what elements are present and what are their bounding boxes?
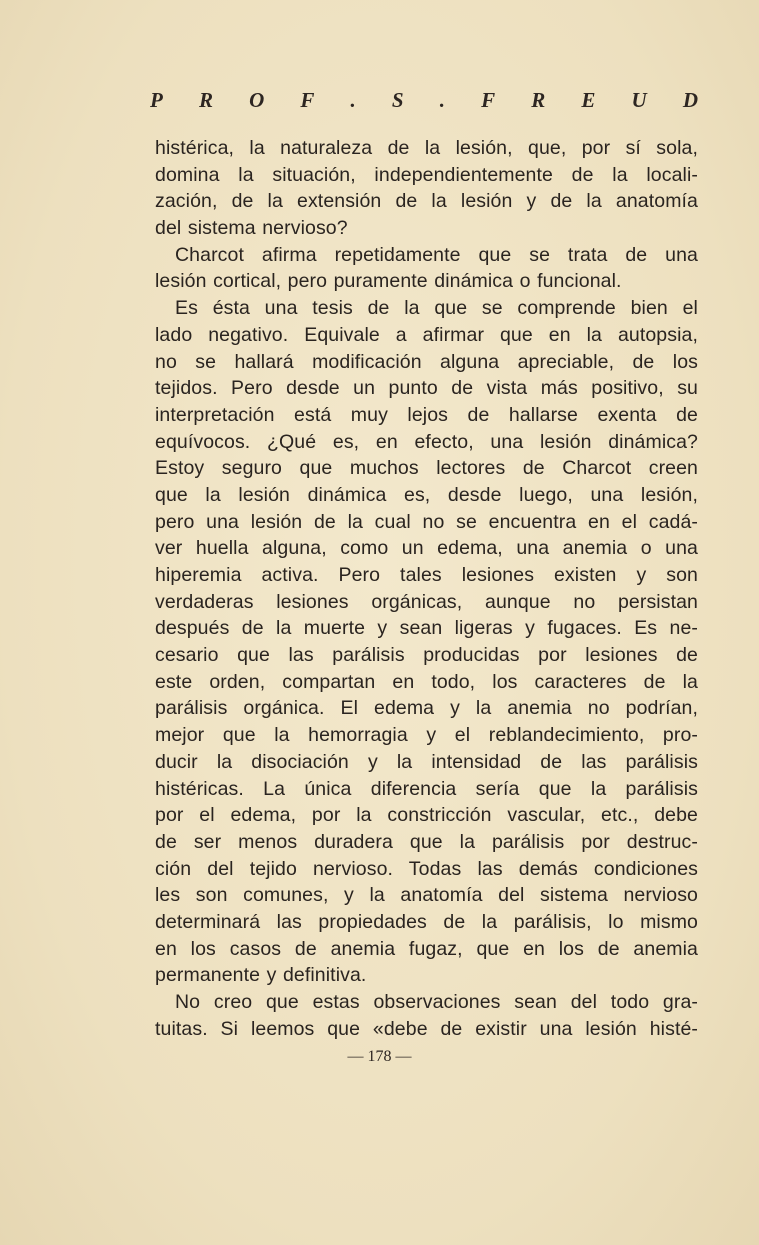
text-line: Es ésta una tesis de la que se comprende bien el bbox=[175, 297, 698, 320]
text-line: ver huella alguna, como un edema, una anemia o una bbox=[155, 537, 698, 560]
text-line: determinará las propiedades de la parálisis, lo mismo bbox=[155, 910, 698, 933]
text-line: lesión cortical, pero puramente dinámica o funcional. bbox=[155, 270, 622, 293]
text-line: en los casos de anemia fugaz, que en los de anemia bbox=[155, 937, 698, 960]
text-line: tuitas. Si leemos que «debe de existir una lesión histé- bbox=[155, 1017, 698, 1040]
page-number: — 178 — bbox=[347, 1048, 412, 1065]
running-head-letter: R bbox=[198, 88, 213, 112]
text-line: parálisis orgánica. El edema y la anemia no podrían, bbox=[155, 697, 698, 720]
text-line: No creo que estas observaciones sean del todo gra- bbox=[175, 991, 698, 1013]
text-line: después de la muerte y sean ligeras y fugaces. Es ne- bbox=[155, 617, 698, 640]
text-line: pero una lesión de la cual no se encuentra en el cadá- bbox=[155, 510, 698, 533]
text-line: interpretación está muy lejos de hallarse exenta de bbox=[155, 403, 698, 426]
text-line: no se hallará modificación alguna apreciable, de los bbox=[155, 350, 698, 373]
text-line: cesario que las parálisis producidas por lesiones de bbox=[155, 644, 698, 667]
running-head-letter: P bbox=[150, 88, 163, 112]
text-line: mejor que la hemorragia y el reblandecimiento, pro- bbox=[155, 724, 698, 747]
running-head-letter: R bbox=[531, 88, 546, 112]
running-head-letter: . bbox=[439, 88, 445, 112]
text-line: histérica, la naturaleza de la lesión, que, por sí sola, bbox=[155, 137, 698, 159]
text-line: por el edema, por la constricción vascular, etc., debe bbox=[155, 804, 698, 827]
text-line: histéricas. La única diferencia sería que la parálisis bbox=[155, 777, 698, 800]
running-head-letter: F bbox=[300, 88, 315, 112]
text-line: del sistema nervioso? bbox=[155, 217, 348, 240]
text-line: les son comunes, y la anatomía del sistema nervioso bbox=[155, 884, 698, 907]
text-line: Charcot afirma repetidamente que se trata de una bbox=[175, 243, 698, 266]
running-head-letter: E bbox=[581, 88, 596, 112]
text-line: Estoy seguro que muchos lectores de Charcot creen bbox=[155, 457, 698, 480]
text-line: tejidos. Pero desde un punto de vista más positivo, su bbox=[155, 377, 698, 400]
running-head-letter: O bbox=[249, 88, 265, 112]
text-line: ción del tejido nervioso. Todas las demás condiciones bbox=[155, 857, 698, 880]
running-head-letter: U bbox=[631, 88, 647, 112]
text-line: hiperemia activa. Pero tales lesiones existen y son bbox=[155, 564, 698, 586]
body-text bbox=[155, 135, 698, 1042]
text-line: zación, de la extensión de la lesión y de la anatomía bbox=[155, 190, 698, 213]
text-line: permanente y definitiva. bbox=[155, 964, 367, 987]
running-head-letter: S bbox=[391, 88, 404, 112]
text-line: verdaderas lesiones orgánicas, aunque no persistan bbox=[155, 590, 698, 613]
running-head bbox=[150, 88, 698, 113]
text-line: este orden, compartan en todo, los caracteres de la bbox=[155, 670, 698, 693]
text-line: domina la situación, independientemente de la locali- bbox=[155, 163, 698, 186]
text-line: de ser menos duradera que la parálisis por destruc- bbox=[155, 830, 698, 853]
running-head-letter: . bbox=[350, 88, 356, 112]
running-head-letter: D bbox=[682, 88, 698, 112]
text-line: ducir la disociación y la intensidad de las parálisis bbox=[155, 750, 698, 773]
running-head-letter: F bbox=[481, 88, 496, 112]
text-line: que la lesión dinámica es, desde luego, una lesión, bbox=[155, 483, 698, 506]
text-line: lado negativo. Equivale a afirmar que en la autopsia, bbox=[155, 323, 698, 346]
text-line: equívocos. ¿Qué es, en efecto, una lesión dinámica? bbox=[155, 430, 698, 453]
